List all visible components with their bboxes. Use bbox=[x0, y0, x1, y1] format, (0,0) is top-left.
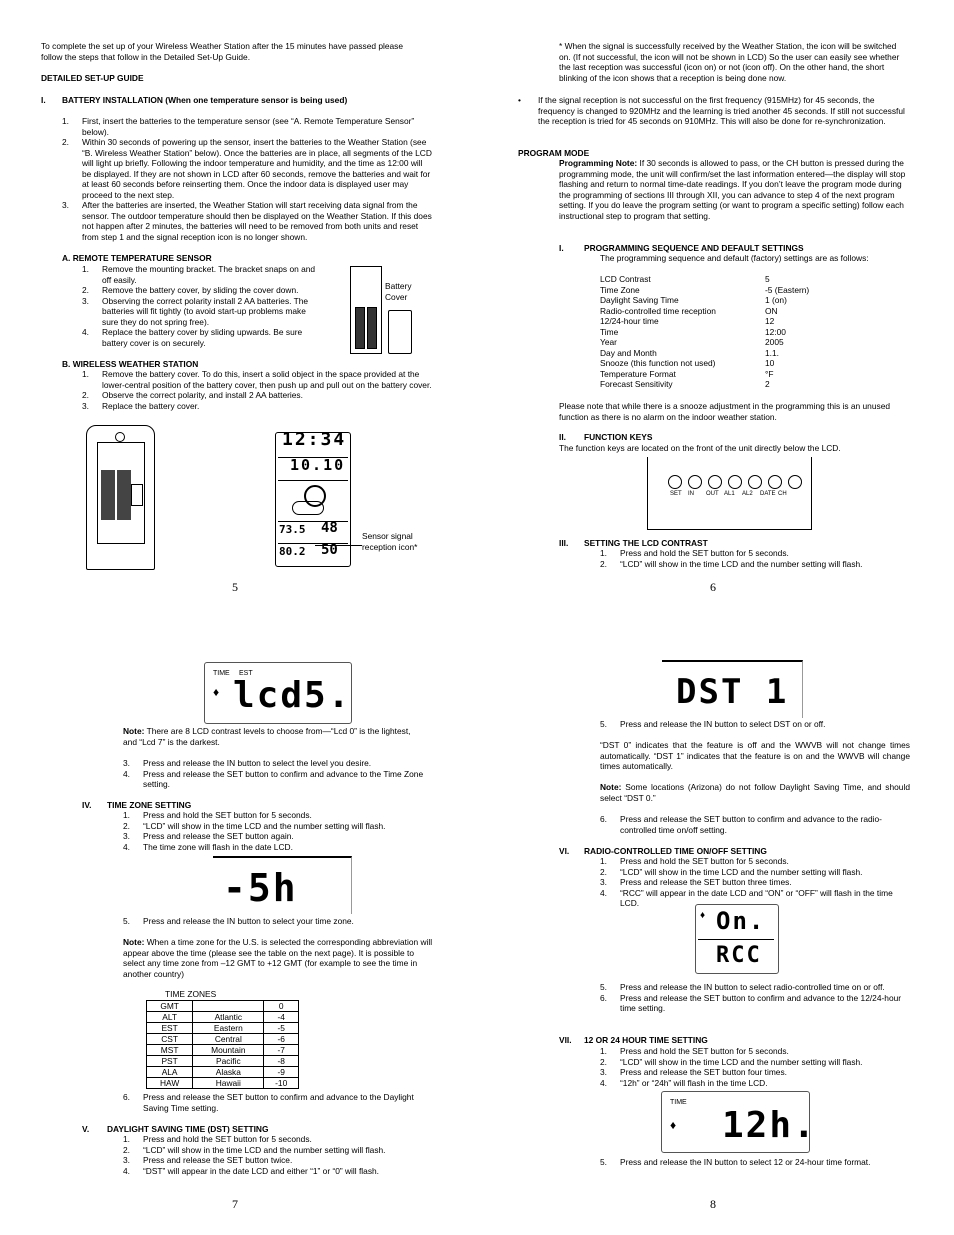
list-item: 1. Press and hold the SET button for 5 seconds. bbox=[600, 1046, 789, 1056]
list-item: 2. “LCD” will show in the time LCD and the number setting will flash. bbox=[600, 1056, 863, 1067]
table-row: CST Central -6 bbox=[147, 1034, 299, 1045]
list-item: 5. Press and release the IN button to select radio-controlled time on or off. bbox=[600, 982, 885, 992]
ch-key-icon bbox=[788, 475, 802, 489]
sec4-num: IV. bbox=[82, 800, 92, 810]
program-mode-title: PROGRAM MODE bbox=[518, 148, 590, 158]
lcd-on-value: On. bbox=[716, 907, 766, 935]
pointer-line bbox=[315, 545, 362, 546]
list-item: 2. “LCD” will show in the time LCD and the number setting will flash. bbox=[123, 820, 386, 831]
table-row: PST Pacific -8 bbox=[147, 1056, 299, 1067]
sec7-title: 12 OR 24 HOUR TIME SETTING bbox=[584, 1035, 708, 1045]
lcd-main-value: -5h bbox=[223, 866, 298, 910]
sec1-num: I. bbox=[41, 95, 46, 105]
rcc-lcd-display bbox=[695, 904, 779, 974]
table-row: ALA Alaska -9 bbox=[147, 1067, 299, 1078]
page-number: 6 bbox=[710, 580, 716, 594]
lcd-est-label: EST bbox=[239, 670, 253, 677]
list-item: 3. Press and release the SET button four times. bbox=[600, 1067, 787, 1077]
table-row: MST Mountain -7 bbox=[147, 1045, 299, 1056]
list-item: 3. Press and release the SET button twice. bbox=[123, 1155, 293, 1165]
page-number: 8 bbox=[710, 1197, 716, 1211]
timezone-lcd-display bbox=[213, 856, 352, 914]
lcd-time-value: 12:34 bbox=[282, 429, 347, 450]
list-item: 3. Press and release the SET button again. bbox=[123, 831, 294, 841]
table-row: EST Eastern -5 bbox=[147, 1023, 299, 1034]
key-label: DATE bbox=[760, 491, 776, 497]
table-row: Year 2005 bbox=[600, 337, 784, 347]
table-row: GMT 0 bbox=[147, 1001, 299, 1012]
list-item: 3. Press and release the SET button three times. bbox=[600, 877, 792, 887]
lcd-rcc-value: RCC bbox=[716, 943, 762, 968]
sec2-text: The function keys are located on the front of the unit directly below the LCD. bbox=[559, 443, 841, 453]
page-number: 7 bbox=[232, 1197, 238, 1211]
al1-key-icon bbox=[728, 475, 742, 489]
al2-key-icon bbox=[748, 475, 762, 489]
table-row: Time Zone -5 (Eastern) bbox=[600, 284, 810, 295]
list-item: 1. Press and hold the SET button for 5 seconds. bbox=[600, 856, 789, 866]
list-item: 2. “LCD” will show in the time LCD and the number setting will flash. bbox=[600, 866, 863, 877]
sec3-num: III. bbox=[559, 538, 569, 548]
snooze-note: Please note that while there is a snooze adjustment in the programming this is an unused function as there is no alarm on the indoor weather station. bbox=[559, 401, 891, 422]
sec1-title: BATTERY INSTALLATION (When one temperature sensor is being used) bbox=[62, 95, 348, 105]
list-item: 4. The time zone will flash in the date LCD. bbox=[123, 841, 293, 852]
list-item: 4. “RCC” will appear in the date LCD and “ON” or “OFF” will flash in the time LCD. bbox=[600, 887, 893, 908]
table-row: Daylight Saving Time 1 (on) bbox=[600, 295, 787, 305]
table-row: Day and Month 1.1. bbox=[600, 347, 779, 358]
list-item: 2. Observe the correct polarity, and install 2 AA batteries. bbox=[82, 390, 303, 400]
key-label: AL1 bbox=[724, 491, 735, 497]
subB-title: B. WIRELESS WEATHER STATION bbox=[62, 359, 199, 369]
sec6-title: RADIO-CONTROLLED TIME ON/OFF SETTING bbox=[584, 846, 767, 856]
set-key-icon bbox=[668, 475, 682, 489]
table-row: Forecast Sensitivity 2 bbox=[600, 379, 770, 389]
lcd-time-label: TIME bbox=[213, 670, 230, 677]
sec2-title: FUNCTION KEYS bbox=[584, 432, 653, 442]
table-row: Temperature Format °F bbox=[600, 368, 774, 379]
station-back-illustration bbox=[86, 425, 155, 570]
battery-cover-illustration bbox=[388, 310, 412, 354]
table-row: Radio-controlled time reception ON bbox=[600, 305, 778, 316]
lcd-in-temp: 73.5 bbox=[279, 523, 306, 536]
list-item: 3. Observing the correct polarity install 2 AA batteries. The batteries will fit tightly (to avoid start-up problems make sure they do not spring free). bbox=[82, 295, 309, 327]
list-item: 2. Within 30 seconds of powering up the sensor, insert the batteries to the Weather Station (see “B. Wireless Weather Station” below). Once the batteries are in place, all segments of the LCD will light up briefly. Following the indoor temperature and humidity, and the time as 12:00 will be displayed. If they are not shown in LCD after 60 seconds, remove the batteries and wait for at least 60 seconds before reinserting them. Once the indoor data is displayed user may proceed to the next step. bbox=[62, 137, 432, 200]
out-key-icon bbox=[708, 475, 722, 489]
table-row: Time 12:00 bbox=[600, 326, 786, 337]
list-item: 2. “LCD” will show in the time LCD and the number setting will flash. bbox=[600, 558, 863, 569]
lcd-main-value: 12h. bbox=[722, 1105, 817, 1146]
timezone-table-title: TIME ZONES bbox=[165, 989, 217, 999]
key-label: IN bbox=[688, 491, 694, 497]
station-lcd-illustration bbox=[275, 429, 351, 567]
hour-format-lcd-display bbox=[661, 1091, 817, 1153]
list-item: 1. First, insert the batteries to the temperature sensor (see “A. Remote Temperature Sensor” below). bbox=[62, 116, 415, 137]
bullet-dot: • bbox=[518, 95, 521, 105]
sensor-signal-label: Sensor signal reception icon* bbox=[362, 531, 418, 552]
sec1-text: The programming sequence and default (factory) settings are as follows: bbox=[600, 253, 869, 263]
sec4-title: TIME ZONE SETTING bbox=[107, 800, 192, 810]
key-label: OUT bbox=[706, 491, 719, 497]
dst-note: Note: Some locations (Arizona) do not follow Daylight Saving Time, and should select “DST 0.” bbox=[600, 782, 910, 803]
list-item: 5. Press and release the IN button to select 12 or 24-hour time format. bbox=[600, 1157, 871, 1167]
list-item: 6. Press and release the SET button to confirm and advance to the Daylight Saving Time setting. bbox=[123, 1092, 414, 1113]
lcd-in-humidity: 48 bbox=[321, 520, 338, 536]
list-item: 1. Press and hold the SET button for 5 seconds. bbox=[600, 548, 789, 558]
table-row: HAW Hawaii -10 bbox=[147, 1078, 299, 1089]
list-item: 5. Press and release the IN button to select DST on or off. bbox=[600, 719, 826, 729]
list-item: 2. Remove the battery cover, by sliding the cover down. bbox=[82, 285, 299, 295]
programming-note: Programming Note: If 30 seconds is allowed to pass, or the CH button is pressed during the programming mode, the unit will confirm/set the last information entered—the display will stop flashing and return to normal time-date readings. If you don’t leave the program mode during the programming of sections III through XII, you can advance to step 4 of the next program setting. If you do leave the program setting (or want to program a specific setting) follow each instructional step to program that setting. bbox=[559, 158, 906, 221]
lcd-main-value: lcd5. bbox=[233, 675, 352, 716]
list-item: 6. Press and release the SET button to confirm and advance to the radio-controlled time on/off setting. bbox=[600, 814, 882, 835]
list-item: 1. Press and hold the SET button for 5 seconds. bbox=[123, 810, 312, 820]
lcd-out-temp: 80.2 bbox=[279, 545, 306, 558]
table-row: ALT Atlantic -4 bbox=[147, 1012, 299, 1023]
dst-lcd-display bbox=[662, 660, 803, 718]
sec6-num: VI. bbox=[559, 846, 570, 856]
list-item: 6. Press and release the SET button to confirm and advance to the 12/24-hour time setting. bbox=[600, 992, 902, 1013]
signal-icon: ♦ bbox=[700, 910, 706, 921]
function-keys-illustration bbox=[647, 457, 812, 530]
dst-text: “DST 0” indicates that the feature is off and the WWVB will not change times automatically. “DST 1” indicates that the feature is on and the WWVB will change times automatically. bbox=[600, 740, 910, 771]
sec3-title: SETTING THE LCD CONTRAST bbox=[584, 538, 708, 548]
list-item: 4. “DST” will appear in the date LCD and either “1” or “0” will flash. bbox=[123, 1165, 379, 1176]
table-row: Snooze (this function not used) 10 bbox=[600, 358, 775, 368]
list-item: 3. Press and release the IN button to select the level you desire. bbox=[123, 758, 372, 768]
sec2-num: II. bbox=[559, 432, 566, 442]
sec1-num: I. bbox=[559, 243, 564, 253]
list-item: 4. Replace the battery cover by sliding upwards. Be sure battery cover is on securely. bbox=[82, 327, 303, 348]
key-label: CH bbox=[778, 491, 787, 497]
list-item: 1. Remove the mounting bracket. The bracket snaps on and off easily. bbox=[82, 264, 316, 285]
list-item: 3. Replace the battery cover. bbox=[82, 400, 200, 411]
key-label: AL2 bbox=[742, 491, 753, 497]
signal-note: * When the signal is successfully received by the Weather Station, the icon will be switched on. (If not successful, the icon will not be shown in LCD) So the user can easily see whether the last reception was successful (icon on) or not (icon off). On the other hand, the short blinking of the icon shows that a reception is being done now. bbox=[559, 41, 900, 83]
lcd-main-value: DST 1 bbox=[676, 672, 789, 712]
sec5-title: DAYLIGHT SAVING TIME (DST) SETTING bbox=[107, 1124, 269, 1134]
rain-cloud-icon bbox=[292, 501, 324, 515]
lcd-time-label: TIME bbox=[670, 1099, 687, 1106]
signal-icon: ♦ bbox=[213, 685, 220, 699]
sensor-illustration bbox=[350, 266, 382, 354]
contrast-note: Note: There are 8 LCD contrast levels to choose from—“Lcd 0” is the lightest, and “Lcd 7” is the darkest. bbox=[123, 726, 411, 747]
page-number: 5 bbox=[232, 580, 238, 594]
sec1-title: PROGRAMMING SEQUENCE AND DEFAULT SETTINGS bbox=[584, 243, 804, 253]
list-item: 1. Remove the battery cover. To do this, insert a solid object in the space provided at the lower-central position of the battery cover, then push up and pull out on the battery cover. bbox=[82, 369, 432, 390]
lcd-contrast-display bbox=[204, 662, 352, 724]
list-item: 1. Press and hold the SET button for 5 seconds. bbox=[123, 1134, 312, 1144]
list-item: 2. “LCD” will show in the time LCD and the number setting will flash. bbox=[123, 1144, 386, 1155]
table-row: 12/24-hour time 12 bbox=[600, 316, 775, 326]
list-item: 5. Press and release the IN button to select your time zone. bbox=[123, 916, 354, 926]
sec7-num: VII. bbox=[559, 1035, 572, 1045]
sec5-num: V. bbox=[82, 1124, 90, 1134]
key-label: SET bbox=[670, 491, 682, 497]
in-key-icon bbox=[688, 475, 702, 489]
timezone-note: Note: When a time zone for the U.S. is selected the corresponding abbreviation will appear above the time (please see the table on the next page). It is possible to select any time zone from –12 GMT to +12 GMT (for example to see the time in another country) bbox=[123, 937, 433, 979]
date-key-icon bbox=[768, 475, 782, 489]
signal-icon: ♦ bbox=[670, 1118, 677, 1132]
timezone-table bbox=[146, 1000, 299, 1089]
defaults-table bbox=[600, 274, 860, 390]
frequency-note: If the signal reception is not successful on the first frequency (915MHz) for 45 seconds, the frequency is changed to 920MHz and the learning is tried another 45 seconds. If still not successful the reception is tried for 45 seconds on 910MHz. This will also be done for re-synchronization. bbox=[538, 95, 905, 126]
battery-cover-label: Battery Cover bbox=[385, 281, 412, 302]
lcd-out-humidity: 50 bbox=[321, 542, 338, 558]
table-row: LCD Contrast 5 bbox=[600, 274, 770, 284]
list-item: 4. “12h” or “24h” will flash in the time LCD. bbox=[600, 1077, 768, 1088]
list-item: 3. After the batteries are inserted, the Weather Station will start receiving data signal from the sensor. The outdoor temperature should then be displayed on the Weather Station. If this does not happen after 2 minutes, the batteries will need to be removed from both units and reset from step 1 and the signal reception icon is no longer shown. bbox=[62, 200, 432, 242]
lcd-date-value: 10.10 bbox=[290, 456, 346, 474]
list-item: 4. Press and release the SET button to confirm and advance to the Time Zone setting. bbox=[123, 768, 424, 789]
guide-title: DETAILED SET-UP GUIDE bbox=[41, 73, 144, 83]
intro-text: To complete the set up of your Wireless Weather Station after the 15 minutes have passed please follow the steps that follow in the Detailed Set-Up Guide. bbox=[41, 41, 404, 62]
subA-title: A. REMOTE TEMPERATURE SENSOR bbox=[62, 253, 212, 263]
